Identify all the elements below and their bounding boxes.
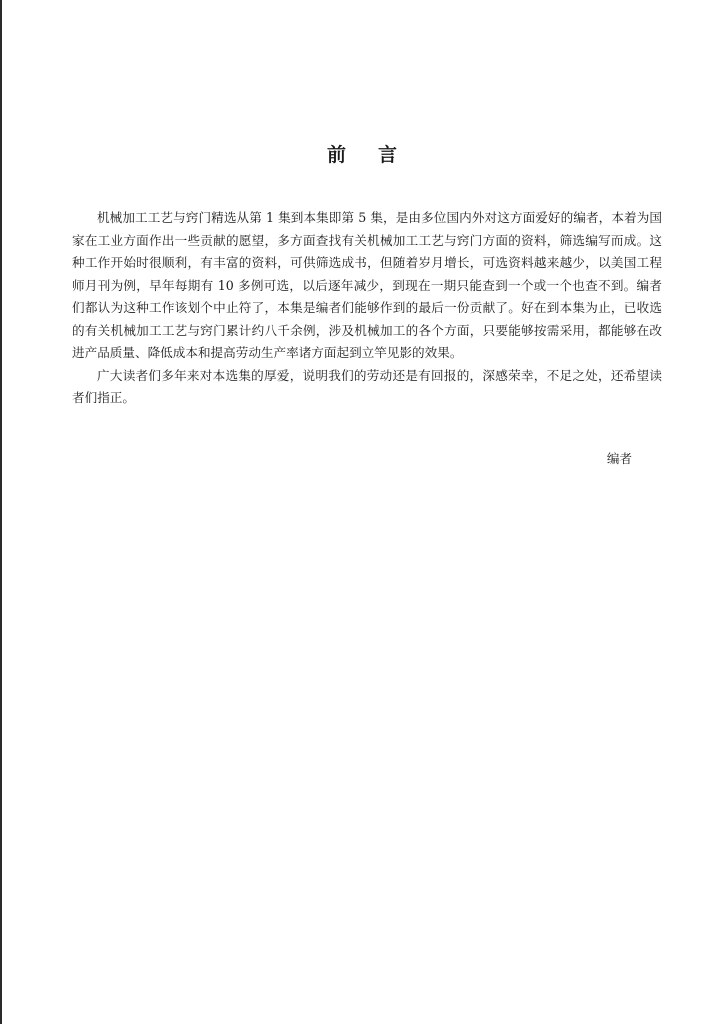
signature: 编者	[606, 451, 632, 466]
page-title: 前言	[326, 144, 429, 166]
preface-paragraph-1: 机械加工工艺与窍门精选从第 1 集到本集即第 5 集，是由多位国内外对这方面爱好的编者，本着为国家在工业方面作出一些贡献的愿望，多方面查找有关机械加工工艺与窍门方面的资料，筛选编写而成。这种工作开始时很顺利，有丰富的资料，可供筛选成书，但随着岁月增长，可选资料越来越少，以美国工程师月刊为例，早年每期有 10 多例可选，以后逐年减少，到现在一期只能查到一个或一个也查不到。编者们都认为这种工作该划个中止符了，本集是编者们能够作到的最后一份贡献了。好在到本集为止，已收选的有关机械加工工艺与窍门累计约八千余例，涉及机械加工的各个方面，只要能够按需采用，都能够在改进产品质量、降低成本和提高劳动生产率诸方面起到立竿见影的效果。	[72, 210, 662, 360]
preface-body	[72, 207, 662, 410]
preface-paragraph-2: 广大读者们多年来对本选集的厚爱，说明我们的劳动还是有回报的，深感荣幸，不足之处，还希望读者们指正。	[72, 367, 662, 405]
